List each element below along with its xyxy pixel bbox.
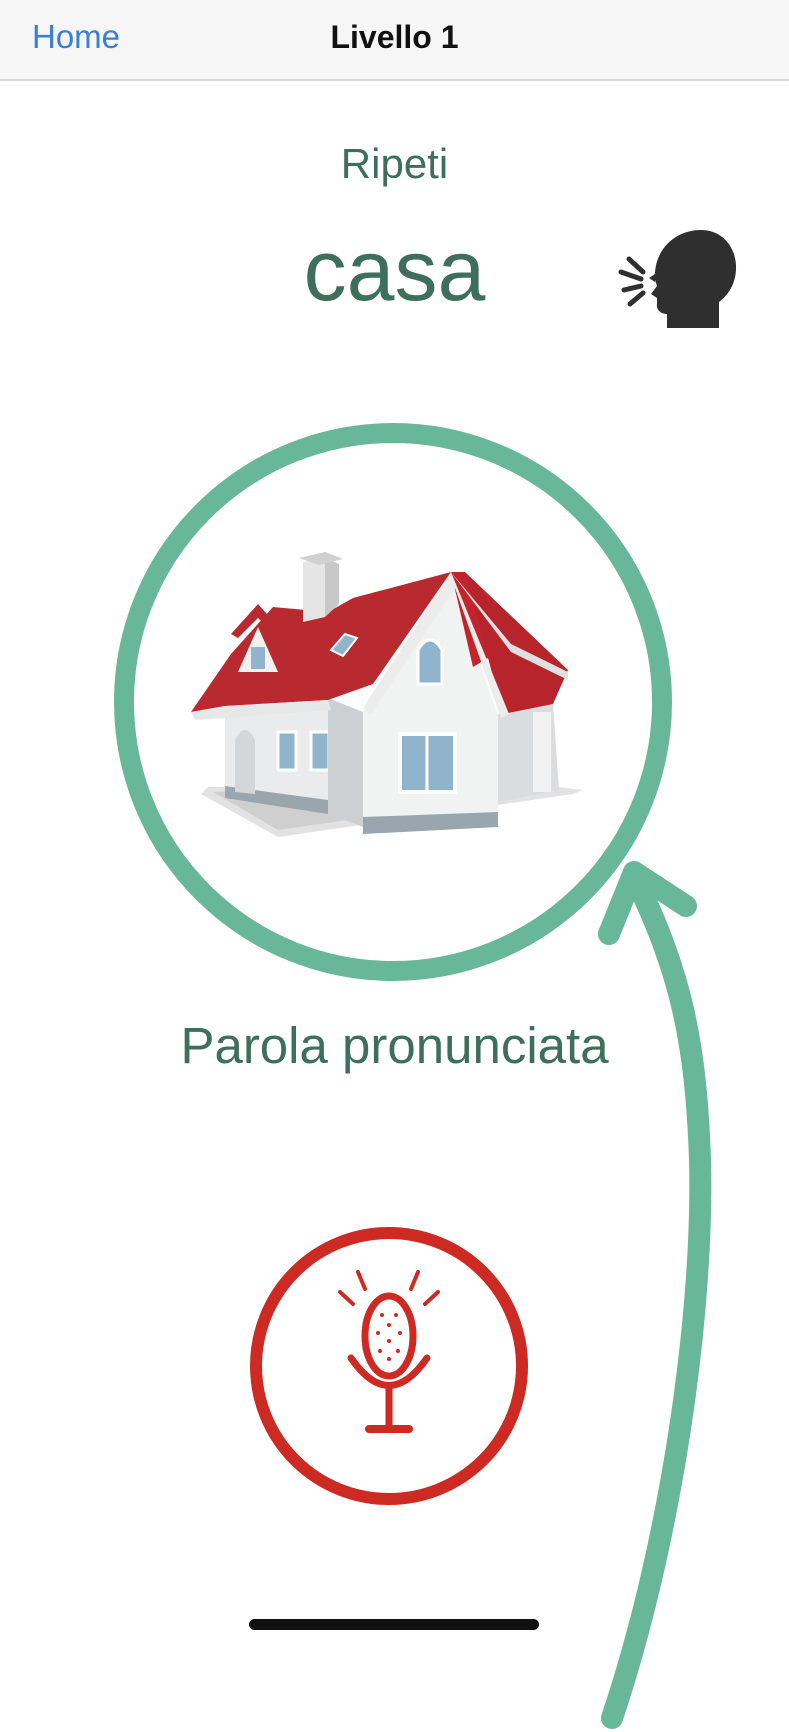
navigation-bar (0, 0, 789, 81)
record-button[interactable] (248, 1225, 530, 1507)
home-indicator (249, 1619, 539, 1630)
home-back-button[interactable]: Home (32, 18, 121, 55)
speak-word-button[interactable] (615, 222, 737, 334)
speaking-head-icon (615, 222, 737, 334)
nav-title: Livello 1 (330, 19, 459, 55)
target-word: casa (303, 223, 486, 319)
word-picture-card[interactable] (113, 422, 673, 982)
heard-word-label: Parola pronunciata (180, 1017, 609, 1074)
prompt-label: Ripeti (340, 140, 449, 187)
microphone-icon (248, 1225, 530, 1507)
